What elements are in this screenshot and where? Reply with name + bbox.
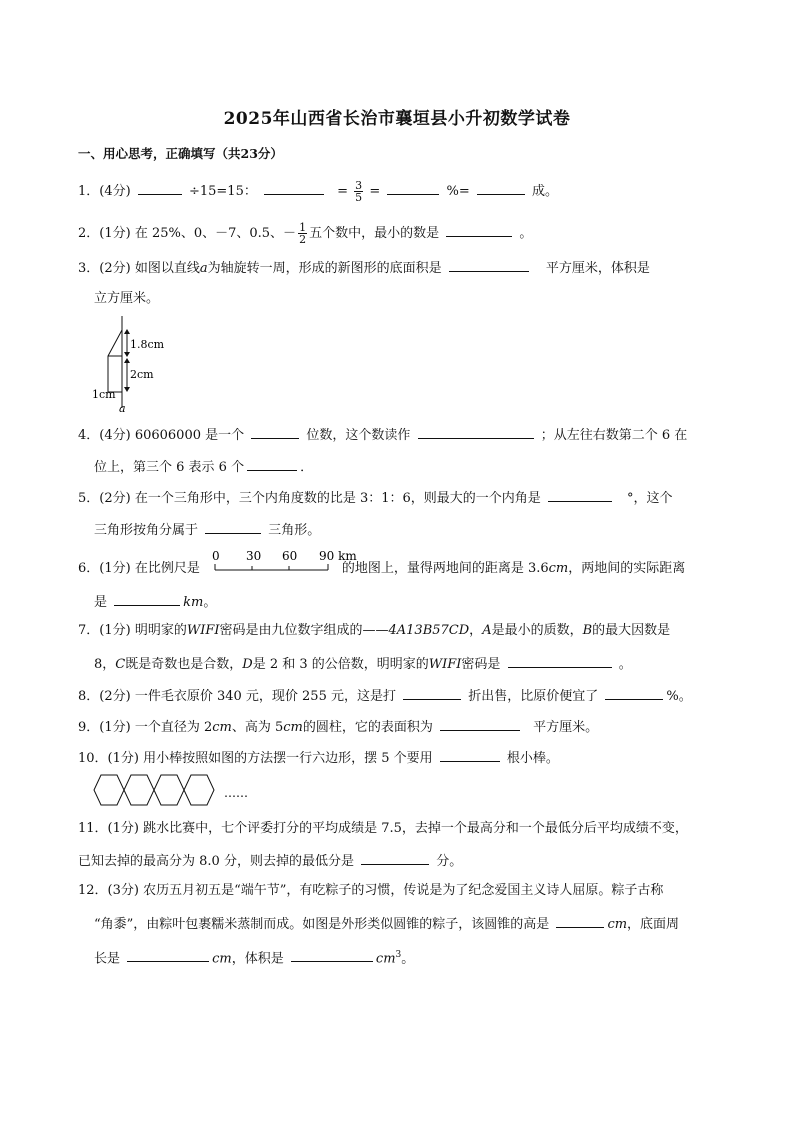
fraction: $\frac{1}{2}$ <box>299 221 307 246</box>
answer-blank[interactable] <box>440 717 520 731</box>
question-1: 1．(4分) ÷15=15： = $\frac{3}{5}$ = %= 成。 <box>78 179 559 204</box>
answer-blank[interactable] <box>361 851 429 865</box>
question-4-line2: 位上，第三个 6 表示 6 个 ． <box>94 457 313 477</box>
answer-blank[interactable] <box>114 592 180 606</box>
question-10: 10．(1分) 用小棒按照如图的方法摆一行六边形，摆 5 个要用 根小棒。 <box>78 748 559 768</box>
width-label: 1cm <box>92 388 116 401</box>
question-5-line2: 三角形按角分属于 三角形。 <box>94 520 320 540</box>
height-label: 1.8cm <box>130 338 165 351</box>
answer-blank[interactable] <box>440 748 500 762</box>
answer-blank[interactable] <box>403 686 461 700</box>
answer-blank[interactable] <box>291 948 373 962</box>
answer-blank[interactable] <box>138 181 182 195</box>
axis-label: a <box>119 402 126 415</box>
answer-blank[interactable] <box>264 181 324 195</box>
question-11-line2: 已知去掉的最高分为 8.0 分，则去掉的最低分是 分。 <box>78 851 462 871</box>
answer-blank[interactable] <box>127 948 209 962</box>
question-3-line2: 立方厘米。 <box>94 291 160 306</box>
scale-bar <box>210 548 360 576</box>
question-2: 2．(1分) 在 25%、0、－7、0.5、－ $\frac{1}{2}$ 五个数中，最小的数是 。 <box>78 221 533 246</box>
question-4: 4．(4分) 60606000 是一个 位数，这个数读作 ；从左往右数第二个 6 在 <box>78 425 687 445</box>
answer-blank[interactable] <box>247 457 297 471</box>
answer-blank[interactable] <box>556 914 604 928</box>
fraction: $\frac{3}{5}$ <box>355 179 363 204</box>
answer-blank[interactable] <box>548 488 612 502</box>
section-heading: 一、用心思考，正确填写（共23分） <box>78 146 283 161</box>
question-12-line3: 长是 cm，体积是 $cm^3$。 <box>94 950 415 967</box>
answer-blank[interactable] <box>605 686 663 700</box>
answer-blank[interactable] <box>508 654 612 668</box>
answer-blank[interactable] <box>205 520 261 534</box>
scale-tick-label: 30 <box>246 549 262 563</box>
height-label: 2cm <box>130 368 154 381</box>
answer-blank[interactable] <box>251 425 299 439</box>
question-3: 3．(2分) 如图以直线a为轴旋转一周，形成的新图形的底面积是 平方厘米，体积是 <box>78 258 650 278</box>
answer-blank[interactable] <box>449 258 529 272</box>
question-7-line2: 8，C既是奇数也是合数，D是 2 和 3 的公倍数，明明家的WIFI密码是 。 <box>94 654 632 674</box>
question-12-line2: “角黍”，由粽叶包裹糯米蒸制而成。如图是外形类似圆锥的粽子，该圆锥的高是 cm，底面周 <box>94 914 679 934</box>
answer-blank[interactable] <box>387 181 439 195</box>
answer-blank[interactable] <box>477 181 525 195</box>
question-12: 12．(3分) 农历五月初五是“端午节”，有吃粽子的习惯，传说是为了纪念爱国主义诗人屈原。粽子古称 <box>78 883 664 898</box>
scale-tick-label: 60 <box>282 549 298 563</box>
question-5: 5．(2分) 在一个三角形中，三个内角度数的比是 3：1：6，则最大的一个内角是 °，这个 <box>78 488 673 508</box>
answer-blank[interactable] <box>418 425 534 439</box>
question-9: 9．(1分) 一个直径为 2cm、高为 5cm的圆柱，它的表面积为 平方厘米。 <box>78 717 598 737</box>
ellipsis: …… <box>224 786 248 800</box>
page-title: 2025年山西省长治市襄垣县小升初数学试卷 <box>223 109 571 129</box>
question-11: 11．(1分) 跳水比赛中，七个评委打分的平均成绩是 7.5，去掉一个最高分和一个最低分后平均成绩不变， <box>78 821 688 836</box>
question-7: 7．(1分) 明明家的WIFI密码是由九位数字组成的——4A13B57CD，A是最小的质数，B的最大因数是 <box>78 623 671 638</box>
rotation-figure <box>88 312 188 416</box>
question-8: 8．(2分) 一件毛衣原价 340 元，现价 255 元，这是打 折出售，比原价便宜了 %。 <box>78 686 692 706</box>
hexagon-row-figure <box>92 772 262 808</box>
question-6-line2: 是 km。 <box>94 592 216 612</box>
question-6: 6．(1分) 在比例尺是 的地图上，量得两地间的距离是 3.6cm，两地间的实际距离 <box>78 561 686 576</box>
scale-tick-label: 0 <box>212 549 220 563</box>
scale-tick-label: 90 km <box>319 549 357 563</box>
answer-blank[interactable] <box>446 223 512 237</box>
